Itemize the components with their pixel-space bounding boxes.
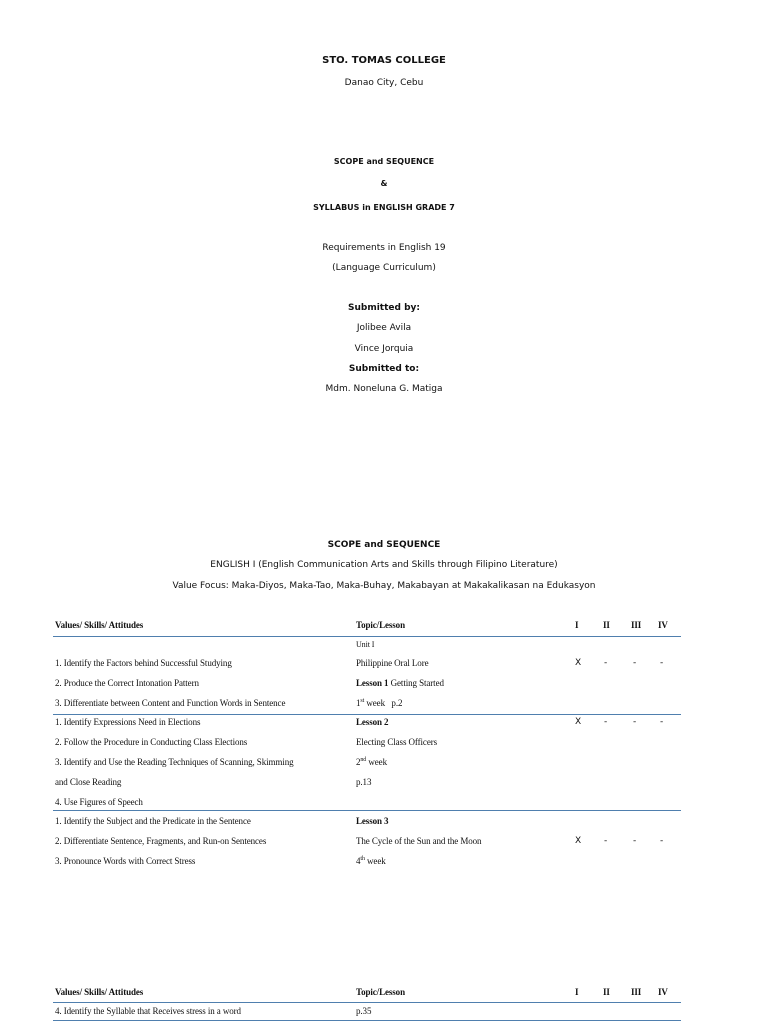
week-line xyxy=(356,698,402,708)
submitted-by-label: Submitted by: xyxy=(348,303,420,313)
value-focus: Value Focus: Maka-Diyos, Maka-Tao, Maka-Buhay, Makabayan at Makakalikasan na Edukasyon xyxy=(172,581,596,591)
skill-row: 2. Produce the Correct Intonation Pattern xyxy=(55,678,199,688)
submitted-to-label: Submitted to: xyxy=(348,364,420,374)
scope-title: SCOPE and SEQUENCE xyxy=(327,540,441,550)
mark-q4: - xyxy=(660,717,664,727)
skill-row: 4. Use Figures of Speech xyxy=(55,797,143,807)
topic-title: Electing Class Officers xyxy=(356,737,438,747)
week-number: 1 xyxy=(356,698,361,708)
mark-q1: X xyxy=(575,717,582,727)
skill-row: 3. Identify and Use the Reading Techniques of Scanning, Skimming xyxy=(55,757,294,767)
lesson-label: Lesson 3 xyxy=(356,816,389,826)
unit-label: Unit I xyxy=(356,640,375,649)
header-q4: IV xyxy=(658,987,668,997)
week-word: week xyxy=(368,757,387,767)
header-q1: I xyxy=(575,620,579,630)
author-1: Jolibee Avila xyxy=(356,323,412,333)
week-suffix: nd xyxy=(360,757,367,763)
topic-title: Philippine Oral Lore xyxy=(356,658,429,668)
header-q1: I xyxy=(575,987,579,997)
curriculum-line: (Language Curriculum) xyxy=(332,263,436,273)
skill-row: and Close Reading xyxy=(55,777,122,787)
mark-q3: - xyxy=(633,717,637,727)
mark-q4: - xyxy=(660,658,664,668)
group-rule xyxy=(53,1020,681,1021)
header-topic: Topic/Lesson xyxy=(356,620,405,630)
week-number: 2 xyxy=(356,757,361,767)
skill-row: 2. Differentiate Sentence, Fragments, and Run-on Sentences xyxy=(55,836,267,846)
header-values: Values/ Skills/ Attitudes xyxy=(55,620,144,630)
lesson-line xyxy=(356,678,444,688)
skill-row: 3. Pronounce Words with Correct Stress xyxy=(55,856,196,866)
group-rule xyxy=(53,714,681,715)
skill-row: 2. Follow the Procedure in Conducting Class Elections xyxy=(55,737,248,747)
header-q4: IV xyxy=(658,620,668,630)
author-2: Vince Jorquia xyxy=(354,344,414,354)
mark-q1: X xyxy=(575,836,582,846)
skill-row: 3. Differentiate between Content and Function Words in Sentence xyxy=(55,698,286,708)
mark-q4: - xyxy=(660,836,664,846)
mark-q3: - xyxy=(633,658,637,668)
week-number: 4 xyxy=(356,856,361,866)
doc-title-ampersand: & xyxy=(380,179,388,188)
header-q3: III xyxy=(631,987,642,997)
header-q3: III xyxy=(631,620,642,630)
mark-q2: - xyxy=(604,658,608,668)
skill-row: 4. Identify the Syllable that Receives stress in a word xyxy=(55,1006,241,1016)
instructor-name: Mdm. Noneluna G. Matiga xyxy=(325,384,443,394)
skill-row: 1. Identify the Subject and the Predicate in the Sentence xyxy=(55,816,251,826)
skill-row: 1. Identify the Factors behind Successful Studying xyxy=(55,658,232,668)
header-q2: II xyxy=(603,987,610,997)
requirement-line: Requirements in English 19 xyxy=(322,243,446,253)
skill-row: 1. Identify Expressions Need in Elections xyxy=(55,717,201,727)
group-rule xyxy=(53,810,681,811)
lesson-title: Getting Started xyxy=(390,678,444,688)
school-location: Danao City, Cebu xyxy=(344,78,424,88)
mark-q1: X xyxy=(575,658,582,668)
header-q2: II xyxy=(603,620,610,630)
topic-title: The Cycle of the Sun and the Moon xyxy=(356,836,482,846)
page-ref: p.2 xyxy=(391,698,403,708)
page-ref: p.35 xyxy=(356,1006,372,1016)
week-word: week xyxy=(367,856,386,866)
header-topic: Topic/Lesson xyxy=(356,987,405,997)
header-values: Values/ Skills/ Attitudes xyxy=(55,987,144,997)
week-suffix: st xyxy=(360,698,365,704)
doc-title-syllabus: SYLLABUS in ENGLISH GRADE 7 xyxy=(313,203,455,212)
mark-q2: - xyxy=(604,717,608,727)
lesson-label: Lesson 1 xyxy=(356,678,389,688)
mark-q2: - xyxy=(604,836,608,846)
course-title: ENGLISH I (English Communication Arts and Skills through Filipino Literature) xyxy=(210,560,558,570)
week-word: week xyxy=(366,698,385,708)
week-line xyxy=(356,856,386,866)
week-suffix: th xyxy=(360,856,365,862)
header-rule xyxy=(53,1002,681,1003)
school-name: STO. TOMAS COLLEGE xyxy=(322,55,446,66)
header-rule xyxy=(53,636,681,637)
mark-q3: - xyxy=(633,836,637,846)
doc-title-scope: SCOPE and SEQUENCE xyxy=(333,157,435,166)
lesson-label: Lesson 2 xyxy=(356,717,389,727)
week-line xyxy=(356,757,387,767)
page-ref: p.13 xyxy=(356,777,372,787)
